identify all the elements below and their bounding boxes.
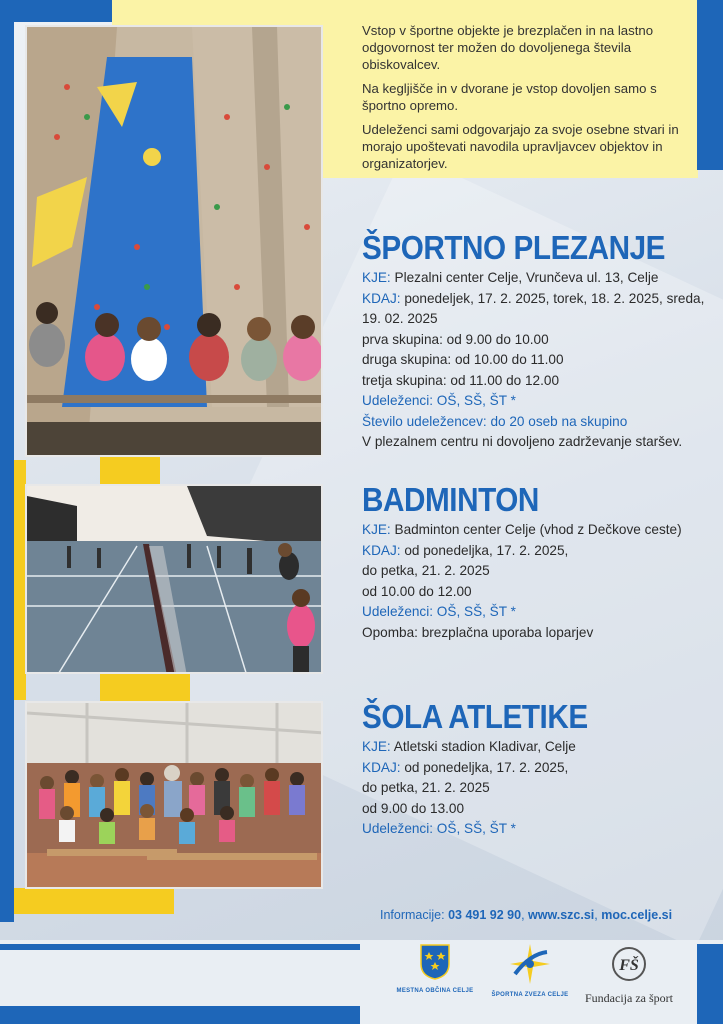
decor-block <box>14 888 174 914</box>
info-paragraph: Na kegljišče in v dvorane je vstop dovoljen samo s športno opremo. <box>362 81 657 113</box>
decor-block <box>100 673 190 703</box>
participants-line: Udeleženci: OŠ, SŠ, ŠT * <box>362 604 516 619</box>
contact-web-moc[interactable]: moc.celje.si <box>601 908 673 922</box>
info-paragraph: Udeleženci sami odgovarjajo za svoje osebne stvari in morajo upoštevati navodila upravljavcev objektov in organizatorjev. <box>362 122 679 171</box>
section-sportno-plezanje <box>362 228 712 453</box>
date-line <box>362 541 712 562</box>
info-paragraph: Vstop v športne objekte je brezplačen in na lastno odgovornost ter možen do dovoljenega števila obiskovalcev. <box>362 23 654 72</box>
contact-info: Informacije: 03 491 92 90, www.szc.si, moc.celje.si <box>380 908 673 922</box>
section-badminton <box>362 480 712 643</box>
badminton-hall-illustration <box>27 486 323 674</box>
logo-mestna-obcina-celje <box>380 944 490 994</box>
participants-line: Udeleženci: OŠ, SŠ, ŠT * <box>362 821 516 836</box>
location-value: Plezalni center Celje, Vrunčeva ul. 13, Celje <box>394 270 659 285</box>
decor-block <box>100 455 160 485</box>
location-label: KJE: <box>362 739 391 754</box>
capacity-line: Število udeležencev: do 20 oseb na skupino <box>362 413 628 429</box>
badminton-hall-photo <box>25 484 323 674</box>
contact-phone[interactable]: 03 491 92 90 <box>448 908 522 922</box>
fundacija-mark: FŠ <box>619 957 639 974</box>
schedule-line: od 10.00 do 12.00 <box>362 583 472 599</box>
logo-sportna-zveza-celje <box>490 944 570 998</box>
date-value: ponedeljek, 17. 2. 2025, torek, 18. 2. 2025, sreda, 19. 02. 2025 <box>362 290 705 326</box>
decor-bar <box>0 1006 360 1024</box>
location-line <box>362 268 712 289</box>
logo-caption: MESTNA OBČINA CELJE <box>396 988 474 994</box>
schedule-line: do petka, 21. 2. 2025 <box>362 780 490 795</box>
info-notice <box>362 22 692 179</box>
date-label: KDAJ: <box>362 290 401 306</box>
location-label: KJE: <box>362 270 391 285</box>
date-line <box>362 289 712 330</box>
logo-caption: ŠPORTNA ZVEZA CELJE <box>491 992 569 998</box>
logo-caption: Fundacija za šport <box>585 991 673 1005</box>
climbing-wall-illustration <box>27 27 323 457</box>
schedule-line: druga skupina: od 10.00 do 11.00 <box>362 352 564 367</box>
coat-of-arms-icon <box>420 944 450 980</box>
decor-bar <box>0 0 112 22</box>
location-label: KJE: <box>362 522 391 537</box>
schedule-line: do petka, 21. 2. 2025 <box>362 563 490 578</box>
location-value: Badminton center Celje (vhod z Dečkove ceste) <box>394 522 682 537</box>
note-line: Opomba: brezplačna uporaba loparjev <box>362 624 594 640</box>
section-title: ŠPORTNO PLEZANJE <box>362 229 666 266</box>
section-title: ŠOLA ATLETIKE <box>362 698 588 735</box>
contact-web-szc[interactable]: www.szc.si <box>528 908 595 922</box>
sports-union-icon <box>505 944 555 984</box>
location-value: Atletski stadion Kladivar, Celje <box>393 739 576 754</box>
participants-line: Udeleženci: OŠ, SŠ, ŠT * <box>362 393 516 408</box>
decor-bar <box>0 22 14 922</box>
date-line <box>362 758 712 779</box>
decor-bar <box>697 0 723 170</box>
athletics-group-photo <box>25 701 323 889</box>
contact-label: Informacije: <box>380 908 445 922</box>
section-title: BADMINTON <box>362 481 539 518</box>
date-value: od ponedeljka, 17. 2. 2025, <box>404 759 569 775</box>
location-line <box>362 520 712 541</box>
section-sola-atletike <box>362 697 712 840</box>
note-line: V plezalnem centru ni dovoljeno zadrževanje staršev. <box>362 434 683 449</box>
decor-bar <box>0 944 360 950</box>
date-label: KDAJ: <box>362 759 401 775</box>
fundacija-logo-icon <box>609 944 649 984</box>
athletics-group-illustration <box>27 703 323 889</box>
location-line <box>362 737 712 758</box>
date-value: od ponedeljka, 17. 2. 2025, <box>404 542 569 558</box>
date-label: KDAJ: <box>362 542 401 558</box>
climbing-wall-photo <box>25 25 323 457</box>
schedule-line: tretja skupina: od 11.00 do 12.00 <box>362 372 560 388</box>
schedule-line: prva skupina: od 9.00 do 10.00 <box>362 331 549 347</box>
decor-bar <box>697 944 723 1024</box>
logo-fundacija-za-sport <box>574 944 684 1006</box>
schedule-line: od 9.00 do 13.00 <box>362 800 465 816</box>
